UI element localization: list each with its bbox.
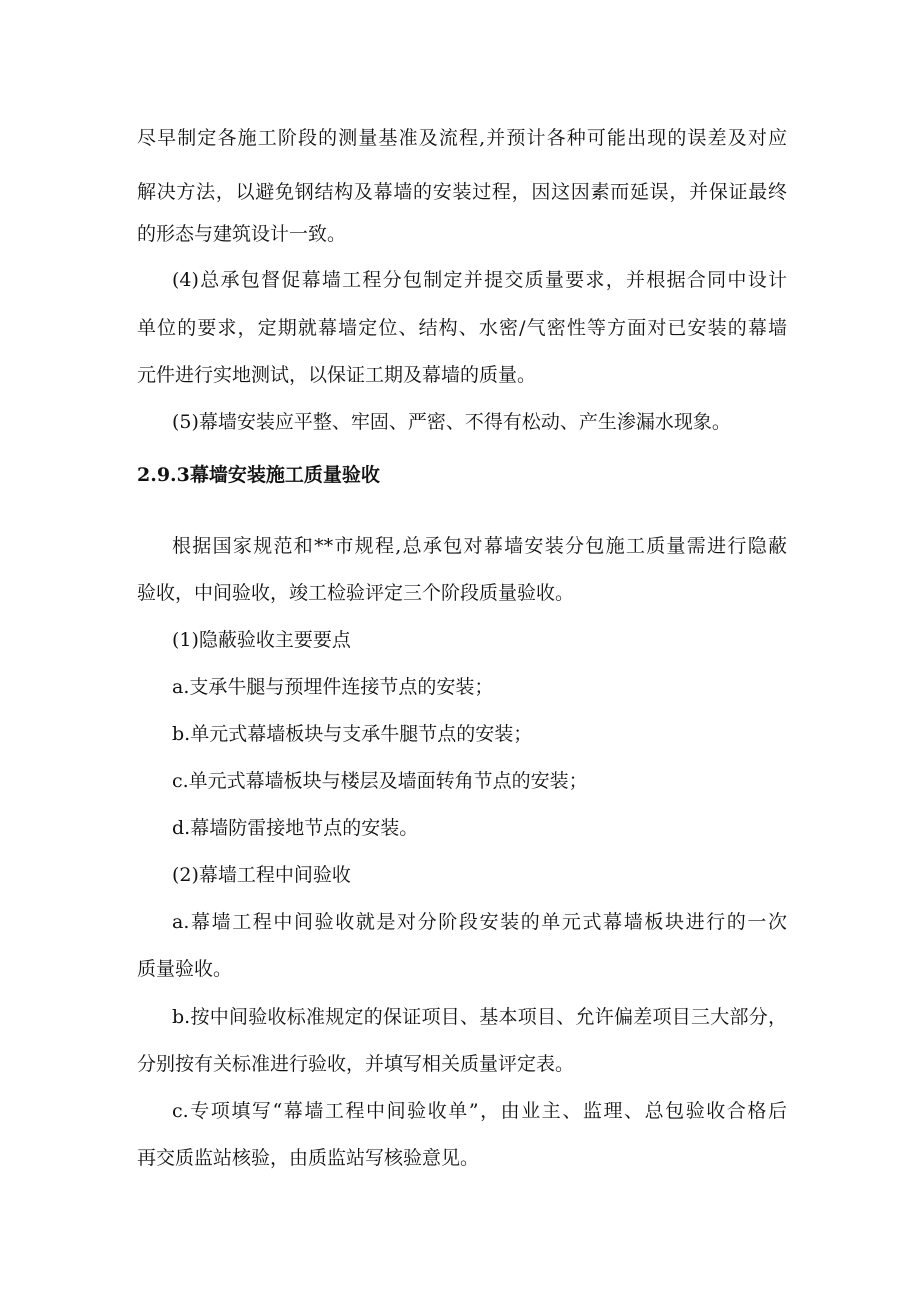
section-heading: 2.9.3幕墙安装施工质量验收 (137, 464, 380, 486)
hidden-acceptance-title: (1)隐蔽验收主要要点 (172, 629, 351, 651)
list-item: 再交质监站核验，由质监站写核验意见。 (137, 1147, 480, 1169)
item-4-line: 元件进行实地测试，以保证工期及幕墙的质量。 (137, 364, 537, 386)
basis-paragraph-line: 根据国家规范和**市规程,总承包对幕墙安装分包施工质量需进行隐蔽 (172, 535, 787, 557)
list-item: a.支承牛腿与预埋件连接节点的安装； (172, 676, 494, 698)
item-4-line: (4)总承包督促幕墙工程分包制定并提交质量要求，并根据合同中设计 (172, 269, 787, 291)
list-item: c.单元式幕墙板块与楼层及墙面转角节点的安装； (172, 770, 588, 792)
middle-acceptance-title: (2)幕墙工程中间验收 (172, 864, 351, 886)
list-item: a.幕墙工程中间验收就是对分阶段安装的单元式幕墙板块进行的一次 (172, 911, 787, 933)
basis-paragraph-line: 验收，中间验收，竣工检验评定三个阶段质量验收。 (137, 582, 575, 604)
item-4-line: 单位的要求，定期就幕墙定位、结构、水密/气密性等方面对已安装的幕墙 (137, 317, 787, 339)
paragraph-line: 解决方法，以避免钢结构及幕墙的安装过程，因这因素而延误，并保证最终 (137, 181, 787, 203)
list-item: 分别按有关标准进行验收，并填写相关质量评定表。 (137, 1053, 575, 1075)
item-5: (5)幕墙安装应平整、牢固、严密、不得有松动、产生渗漏水现象。 (172, 411, 731, 433)
list-item: c.专项填写“幕墙工程中间验收单”，由业主、监理、总包验收合格后 (172, 1100, 787, 1122)
list-item: 质量验收。 (137, 958, 233, 980)
paragraph-line: 的形态与建筑设计一致。 (137, 223, 347, 245)
list-item: b.按中间验收标准规定的保证项目、基本项目、允许偏差项目三大部分， (172, 1006, 787, 1028)
list-item: d.幕墙防雷接地节点的安装。 (172, 817, 419, 839)
list-item: b.单元式幕墙板块与支承牛腿节点的安装； (172, 723, 533, 745)
paragraph-line: 尽早制定各施工阶段的测量基准及流程,并预计各种可能出现的误差及对应 (137, 127, 787, 149)
